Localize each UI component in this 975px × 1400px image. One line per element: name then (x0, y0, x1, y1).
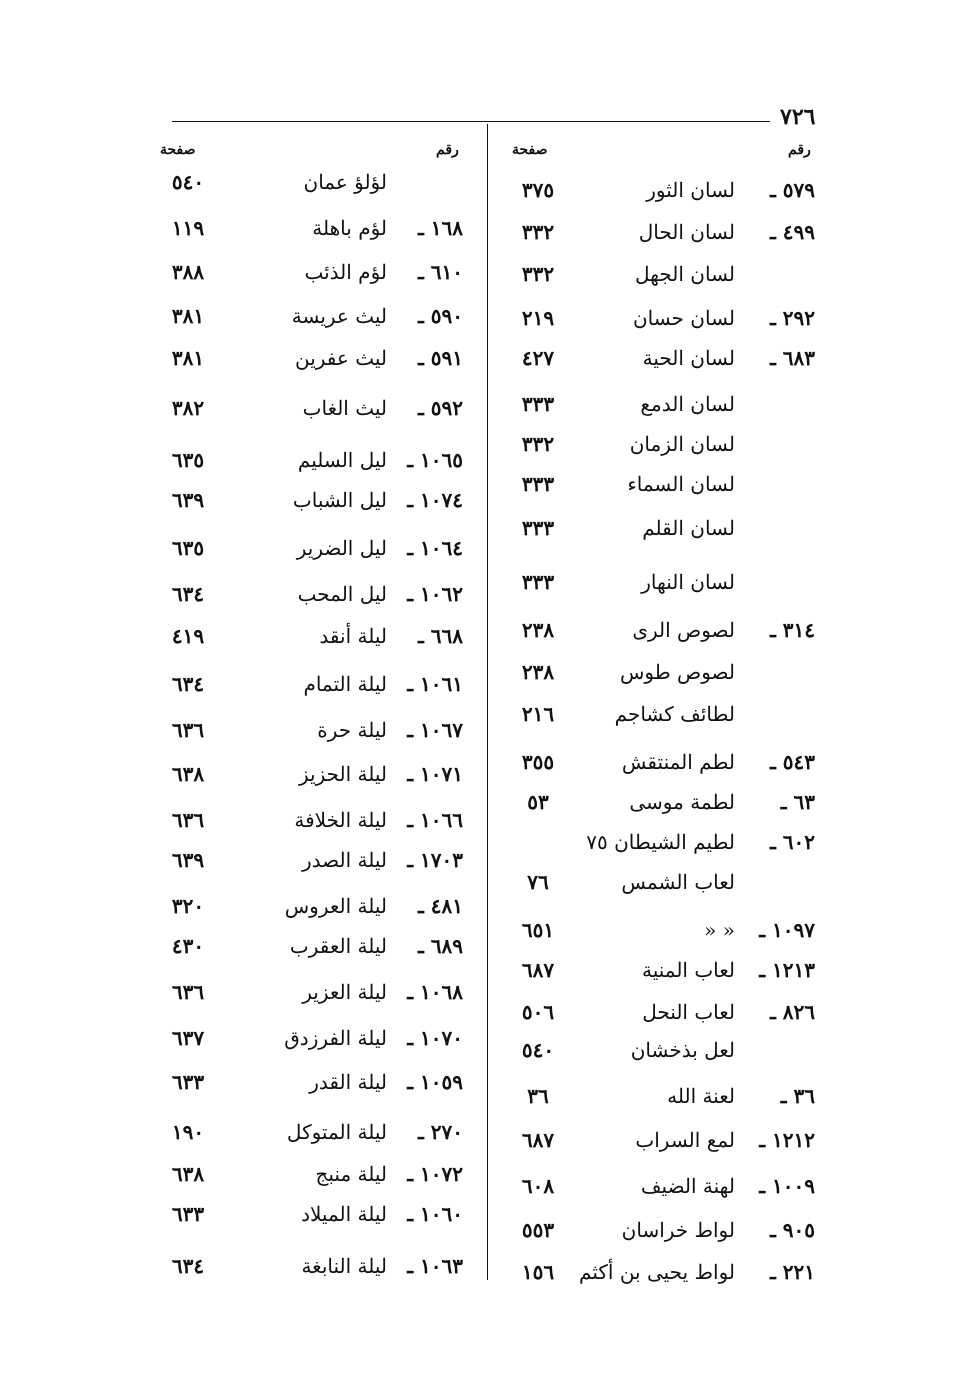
left-entry-page: ٦٣٥ (171, 448, 205, 472)
right-entry-page: ٣٧٥ (521, 178, 555, 202)
left-entry-label: ليلة المتوكل (286, 1120, 387, 1144)
left-entry-page: ٦٣٩ (171, 848, 205, 872)
left-page-header: صفحة (160, 142, 196, 158)
left-entry-label: ليلة الخلافة (294, 808, 387, 832)
left-entry-page: ٦٣٥ (171, 536, 205, 560)
left-entry-number: ١٠٧٢ ـ (407, 1162, 463, 1186)
left-entry-number: ١٠٦٣ ـ (407, 1254, 463, 1278)
left-entry-number: ١٦٨ ـ (417, 216, 463, 240)
right-entry-page: ٥٣ (527, 790, 549, 814)
right-entry-page: ٣٥٥ (521, 750, 555, 774)
left-entry-page: ٦٣٨ (171, 762, 205, 786)
right-entry-label: لسان حسان (632, 306, 735, 330)
left-entry-number: ٦٦٨ ـ (417, 624, 463, 648)
right-entry-label: لصوص الرى (632, 618, 735, 642)
left-entry-page: ٣٨١ (171, 346, 205, 370)
left-entry-number: ٤٨١ ـ (417, 894, 463, 918)
left-entry-label: ليلة منبج (315, 1162, 387, 1186)
right-entry-label: لعاب النحل (642, 1000, 735, 1024)
right-entry-page: ٥٥٣ (521, 1218, 555, 1242)
right-entry-number: ٥٧٩ ـ (769, 178, 815, 202)
right-entry-label: لطمة موسى (629, 790, 735, 814)
left-entry-label: ليث عريسة (291, 304, 387, 328)
left-number-header: رقم (436, 142, 459, 158)
right-entry-label: لسان الحية (642, 346, 735, 370)
left-entry-number: ١٠٦٥ ـ (407, 448, 463, 472)
left-entry-label: ليلة القدر (309, 1070, 387, 1094)
right-entry-label: لمع السراب (635, 1128, 735, 1152)
left-entry-label: ليلة التمام (303, 672, 387, 696)
right-entry-page: ٣٦ (527, 1084, 549, 1108)
right-entry-number: ٨٢٦ ـ (769, 1000, 815, 1024)
left-entry-page: ٤١٩ (171, 624, 205, 648)
left-entry-page: ٦٣٦ (171, 808, 205, 832)
right-entry-label: لصوص طوس (620, 660, 735, 684)
right-entry-page: ٣٣٢ (521, 220, 555, 244)
left-entry-page: ٤٣٠ (171, 934, 205, 958)
right-entry-number: ٣١٤ ـ (769, 618, 815, 642)
left-entry-number: ١٠٥٩ ـ (407, 1070, 463, 1094)
left-entry-number: ١٠٦٦ ـ (407, 808, 463, 832)
left-entry-label: ليلة الفرزدق (284, 1026, 387, 1050)
right-entry-label: لسان الدمع (640, 392, 735, 416)
left-entry-number: ٦١٠ ـ (417, 260, 463, 284)
right-entry-label: لسان الحال (638, 220, 735, 244)
right-entry-page: ٦٠٨ (521, 1174, 555, 1198)
left-entry-label: ليل المحب (297, 582, 387, 606)
left-entry-page: ١١٩ (171, 216, 205, 240)
right-entry-number: ٢٢١ ـ (769, 1260, 815, 1284)
right-entry-page: ٣٣٣ (521, 516, 555, 540)
left-entry-label: ليلة الحزيز (298, 762, 387, 786)
right-entry-number: ٢٩٢ ـ (769, 306, 815, 330)
right-entry-number: ١٢١٣ ـ (759, 958, 815, 982)
left-entry-label: ليلة الميلاد (301, 1202, 387, 1226)
left-entry-page: ٣٨١ (171, 304, 205, 328)
left-entry-label: ليل السليم (297, 448, 387, 472)
right-number-header: رقم (788, 142, 811, 158)
right-entry-label: لسان النهار (641, 570, 735, 594)
right-entry-page: ٥٤٠ (521, 1038, 555, 1062)
right-page-header: صفحة (512, 142, 548, 158)
left-entry-label: لؤلؤ عمان (303, 170, 387, 194)
left-entry-number: ١٧٠٣ ـ (407, 848, 463, 872)
left-entry-page: ٣٨٢ (171, 396, 205, 420)
right-entry-number: ٣٦ ـ (780, 1084, 815, 1108)
left-entry-label: لؤم باهلة (312, 216, 387, 240)
left-entry-number: ٢٧٠ ـ (417, 1120, 463, 1144)
left-entry-page: ٦٣٣ (171, 1202, 205, 1226)
left-entry-number: ٥٩١ ـ (417, 346, 463, 370)
right-entry-label: لواط يحيى بن أكثم (579, 1260, 735, 1284)
left-entry-number: ١٠٦٧ ـ (407, 718, 463, 742)
right-entry-number: ١٠٩٧ ـ (759, 918, 815, 942)
right-entry-label: لعاب المنية (641, 958, 735, 982)
right-entry-label: لعل بذخشان (630, 1038, 735, 1062)
left-entry-label: ليلة أنقد (319, 624, 387, 648)
right-entry-page: ٣٣٢ (521, 432, 555, 456)
right-entry-page: ٦٨٧ (521, 958, 555, 982)
right-entry-number: ٤٩٩ ـ (769, 220, 815, 244)
left-entry-label: ليل الشباب (292, 488, 387, 512)
right-entry-page: ٧٦ (527, 870, 549, 894)
left-entry-number: ١٠٦٨ ـ (407, 980, 463, 1004)
right-entry-page: ٣٣٢ (521, 262, 555, 286)
left-entry-page: ٦٣٦ (171, 718, 205, 742)
left-entry-page: ٦٣٦ (171, 980, 205, 1004)
left-entry-number: ٦٨٩ ـ (417, 934, 463, 958)
right-entry-label: لعاب الشمس (621, 870, 735, 894)
left-entry-page: ٣٢٠ (171, 894, 205, 918)
left-entry-label: ليث الغاب (302, 396, 387, 420)
right-entry-label: لسان الثور (646, 178, 735, 202)
left-entry-number: ١٠٦٤ ـ (407, 536, 463, 560)
left-entry-label: ليلة العزير (302, 980, 387, 1004)
left-entry-label: ليل الضرير (296, 536, 387, 560)
left-entry-number: ١٠٦٢ ـ (407, 582, 463, 606)
left-entry-number: ٥٩٢ ـ (417, 396, 463, 420)
left-entry-label: لؤم الذئب (304, 260, 387, 284)
left-entry-page: ٦٣٩ (171, 488, 205, 512)
right-entry-number: ٩٠٥ ـ (769, 1218, 815, 1242)
left-entry-number: ١٠٧١ ـ (407, 762, 463, 786)
right-entry-page: ٢٣٨ (521, 660, 555, 684)
right-entry-number: ١٢١٢ ـ (759, 1128, 815, 1152)
left-entry-page: ٣٨٨ (171, 260, 205, 284)
right-entry-label: لطيم الشيطان ٧٥ (586, 830, 735, 854)
left-entry-page: ٦٣٤ (171, 1254, 205, 1278)
right-entry-number: ١٠٠٩ ـ (759, 1174, 815, 1198)
right-entry-label: لسان الزمان (629, 432, 735, 456)
right-entry-label: لطائف كشاجم (614, 702, 735, 726)
left-entry-label: ليلة العروس (284, 894, 387, 918)
right-entry-page: ٢٣٨ (521, 618, 555, 642)
right-entry-page: ٤٢٧ (521, 346, 555, 370)
right-entry-number: ٦٠٢ ـ (769, 830, 815, 854)
right-entry-page: ٣٣٣ (521, 392, 555, 416)
right-entry-label: لواط خراسان (621, 1218, 735, 1242)
right-entry-number: ٥٤٣ ـ (769, 750, 815, 774)
right-entry-label: لهنة الضيف (640, 1174, 735, 1198)
left-entry-label: ليلة العقرب (289, 934, 387, 958)
left-entry-number: ١٠٧٠ ـ (407, 1026, 463, 1050)
left-entry-page: ٦٣٣ (171, 1070, 205, 1094)
right-entry-number: ٦٨٣ ـ (769, 346, 815, 370)
left-entry-number: ١٠٦٠ ـ (407, 1202, 463, 1226)
right-entry-number: ٦٣ ـ (780, 790, 815, 814)
right-entry-page: ٢١٦ (521, 702, 555, 726)
right-entry-label: لسان القلم (642, 516, 735, 540)
right-entry-page: ٥٠٦ (521, 1000, 555, 1024)
page-number: ٧٢٦ (780, 104, 816, 130)
left-entry-page: ٦٣٤ (171, 672, 205, 696)
left-entry-number: ٥٩٠ ـ (417, 304, 463, 328)
left-entry-page: ٦٣٨ (171, 1162, 205, 1186)
right-entry-page: ١٥٦ (521, 1260, 555, 1284)
right-entry-page: ٦٨٧ (521, 1128, 555, 1152)
left-entry-label: ليث عفرين (294, 346, 387, 370)
left-entry-page: ٦٣٤ (171, 582, 205, 606)
left-entry-page: ٥٤٠ (171, 170, 205, 194)
left-entry-page: ١٩٠ (171, 1120, 205, 1144)
right-entry-page: ٣٣٣ (521, 472, 555, 496)
right-entry-label: لطم المنتقش (621, 750, 735, 774)
left-entry-number: ١٠٦١ ـ (407, 672, 463, 696)
right-entry-label: « « (704, 918, 735, 942)
left-entry-number: ١٠٧٤ ـ (407, 488, 463, 512)
right-entry-page: ٣٣٣ (521, 570, 555, 594)
left-entry-page: ٦٣٧ (171, 1026, 205, 1050)
left-entry-label: ليلة الصدر (302, 848, 387, 872)
left-entry-label: ليلة النابغة (301, 1254, 387, 1278)
right-entry-label: لسان السماء (627, 472, 735, 496)
right-entry-label: لعنة الله (667, 1084, 735, 1108)
right-entry-page: ٢١٩ (521, 306, 555, 330)
right-entry-page: ٦٥١ (521, 918, 555, 942)
left-entry-label: ليلة حرة (317, 718, 387, 742)
right-entry-label: لسان الجهل (635, 262, 735, 286)
